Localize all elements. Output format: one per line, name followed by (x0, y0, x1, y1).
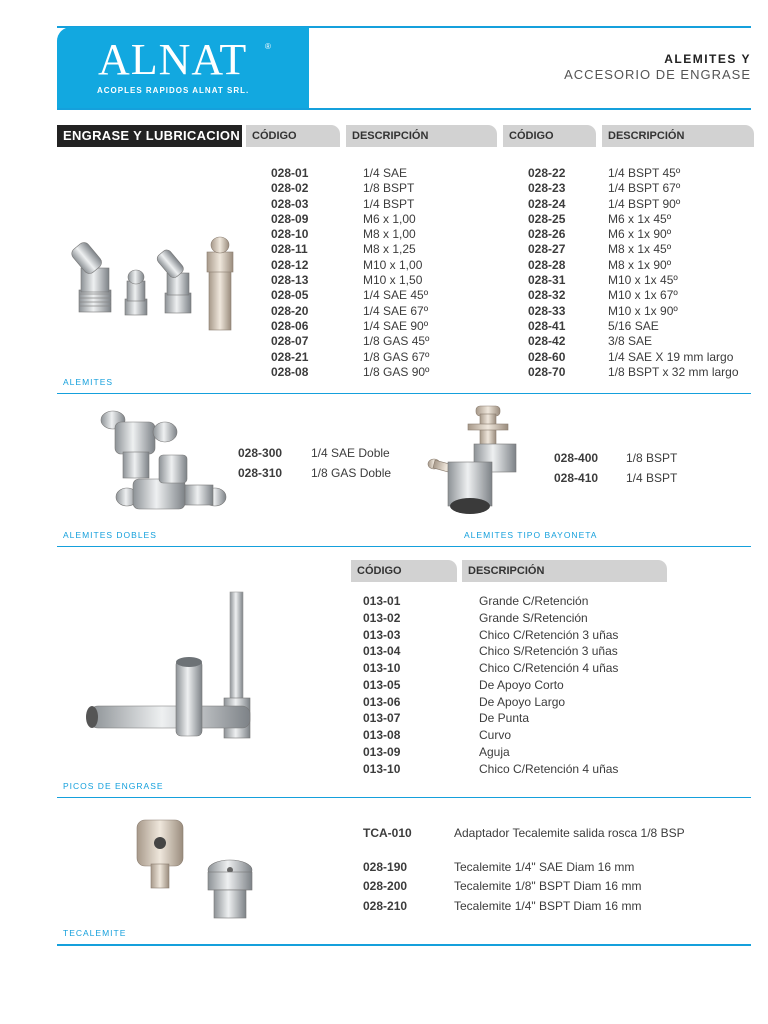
table-cell-code: 028-01 (271, 166, 309, 180)
table-cell-desc: Curvo (479, 728, 512, 742)
brand-logo: ALNAT (98, 35, 248, 84)
list-item (554, 471, 598, 485)
item-code: 028-190 (363, 860, 408, 874)
table-cell-code: 028-06 (271, 318, 309, 333)
col-header-code-2: CÓDIGO (503, 125, 596, 147)
alemites-image (57, 215, 247, 335)
table-cell-desc: Grande C/Retención (479, 594, 589, 608)
table-cell-desc: M8 x 1,25 (363, 242, 416, 257)
picos-descs (479, 594, 618, 778)
footer-rule (57, 944, 751, 946)
table-cell-desc: Chico C/Retención 3 uñas (479, 627, 619, 642)
item-desc: 1/8 BSPT (626, 451, 678, 465)
col-header-code-1: CÓDIGO (246, 125, 340, 147)
list-item (238, 466, 282, 480)
table-cell-desc: Chico C/Retención 4 uñas (479, 661, 619, 675)
table-cell-desc: 1/4 BSPT 45º (608, 166, 681, 180)
table-cell-desc: 3/8 SAE (608, 334, 653, 349)
table-cell-code: 028-05 (271, 288, 309, 303)
table-cell-code: 013-05 (363, 677, 401, 692)
table-cell-desc: 1/4 SAE 67º (363, 303, 429, 318)
item-desc: Tecalemite 1/8" BSPT Diam 16 mm (454, 879, 642, 893)
table-cell-desc: 1/4 BSPT 90º (608, 196, 681, 211)
table-cell-desc: M6 x 1,00 (363, 211, 416, 226)
table-cell-code: 028-28 (528, 257, 566, 272)
table-cell-code: 028-42 (528, 334, 566, 349)
table-cell-code: 013-07 (363, 711, 401, 726)
table-cell-desc: M10 x 1x 67º (608, 288, 678, 303)
item-code: 028-210 (363, 899, 408, 913)
table-cell-code: 028-22 (528, 166, 566, 180)
item-code: 028-200 (363, 879, 408, 893)
tecalemite-image (135, 818, 260, 928)
table-cell-desc: 1/8 BSPT (363, 181, 415, 196)
item-code: 028-400 (554, 451, 599, 465)
alemites-left-descs (363, 166, 429, 380)
section-tab: ENGRASE Y LUBRICACION (57, 125, 242, 147)
page-title: ALEMITES Y (664, 52, 751, 66)
table-cell-code: 013-01 (363, 594, 401, 608)
table-cell-code: 013-10 (363, 761, 401, 776)
table-cell-code: 028-11 (271, 242, 308, 257)
header-bottom-rule (57, 108, 751, 110)
table-cell-desc: M10 x 1x 45º (608, 273, 678, 288)
alemites-left-codes (271, 166, 308, 380)
caption-picos: PICOS DE ENGRASE (63, 781, 164, 791)
table-cell-code: 028-33 (528, 303, 566, 318)
table-cell-code: 028-60 (528, 349, 566, 364)
item-desc: Adaptador Tecalemite salida rosca 1/8 BSP (454, 826, 685, 840)
list-item (363, 860, 407, 874)
table-cell-desc: 1/8 GAS 67º (363, 349, 430, 364)
caption-alemites: ALEMITES (63, 377, 114, 387)
list-item (363, 879, 407, 893)
table-cell-desc: Aguja (479, 744, 510, 759)
item-code: 028-310 (238, 466, 283, 480)
table-cell-desc: M6 x 1x 90º (608, 227, 672, 242)
table-cell-code: 013-02 (363, 610, 401, 625)
table-cell-code: 028-41 (528, 318, 566, 333)
table-cell-desc: 1/4 SAE 90º (363, 318, 429, 333)
table-cell-code: 028-23 (528, 181, 566, 196)
item-desc: Tecalemite 1/4" SAE Diam 16 mm (454, 860, 635, 874)
table-cell-desc: M8 x 1,00 (363, 227, 416, 242)
item-code: TCA-010 (363, 826, 412, 840)
section-divider (57, 797, 751, 798)
table-cell-code: 028-10 (271, 227, 309, 242)
table-cell-desc: 5/16 SAE (608, 318, 659, 333)
table-cell-desc: 1/4 SAE (363, 166, 408, 180)
table-cell-code: 013-09 (363, 744, 401, 759)
table-cell-desc: M8 x 1x 45º (608, 242, 672, 257)
table-cell-desc: 1/4 SAE X 19 mm largo (608, 349, 734, 364)
caption-alemites-bayoneta: ALEMITES TIPO BAYONETA (464, 530, 598, 540)
item-code: 028-410 (554, 471, 599, 485)
alemites-dobles-image (85, 405, 230, 520)
table-cell-desc: 1/8 GAS 90º (363, 364, 430, 379)
page-subtitle: ACCESORIO DE ENGRASE (564, 67, 751, 82)
item-desc: 1/4 SAE Doble (311, 446, 390, 460)
table-cell-code: 013-04 (363, 644, 401, 659)
table-cell-code: 013-08 (363, 728, 401, 742)
list-item (363, 826, 412, 840)
col-header-desc-1: DESCRIPCIÓN (346, 125, 497, 147)
item-desc: 1/4 BSPT (626, 471, 678, 485)
caption-tecalemite: TECALEMITE (63, 928, 127, 938)
col-header-desc-picos: DESCRIPCIÓN (462, 560, 667, 582)
table-cell-code: 028-20 (271, 303, 309, 318)
table-cell-desc: M10 x 1,50 (363, 273, 423, 288)
list-item (363, 899, 407, 913)
table-cell-desc: M6 x 1x 45º (608, 211, 672, 226)
table-cell-code: 028-26 (528, 227, 566, 242)
item-desc: 1/8 GAS Doble (311, 466, 392, 480)
table-cell-code: 028-32 (528, 288, 566, 303)
table-cell-code: 028-21 (271, 349, 309, 364)
table-cell-code: 013-03 (363, 627, 401, 642)
table-cell-desc: De Apoyo Corto (479, 677, 564, 692)
table-cell-desc: M10 x 1,00 (363, 257, 423, 272)
col-header-code-picos: CÓDIGO (351, 560, 457, 582)
registered-mark: ® (265, 42, 271, 51)
table-cell-desc: M10 x 1x 90º (608, 303, 678, 318)
alemites-bayoneta-image (428, 402, 528, 520)
alemites-right-codes (528, 166, 565, 380)
table-cell-desc: 1/8 BSPT x 32 mm largo (608, 364, 739, 379)
list-item (238, 446, 282, 460)
table-cell-code: 028-12 (271, 257, 309, 272)
item-desc: Tecalemite 1/4" BSPT Diam 16 mm (454, 899, 642, 913)
table-cell-code: 028-70 (528, 364, 566, 379)
table-cell-desc: De Apoyo Largo (479, 694, 566, 709)
picos-codes (363, 594, 400, 778)
table-cell-code: 028-13 (271, 273, 309, 288)
table-cell-code: 013-06 (363, 694, 401, 709)
table-cell-desc: M8 x 1x 90º (608, 257, 672, 272)
col-header-desc-2: DESCRIPCIÓN (602, 125, 754, 147)
table-cell-code: 028-31 (528, 273, 566, 288)
table-cell-code: 028-09 (271, 211, 309, 226)
table-cell-desc: Chico C/Retención 4 uñas (479, 761, 619, 776)
table-cell-code: 028-24 (528, 196, 566, 211)
item-code: 028-300 (238, 446, 283, 460)
section-divider (57, 393, 751, 394)
table-cell-code: 028-27 (528, 242, 566, 257)
table-cell-code: 028-25 (528, 211, 566, 226)
table-cell-code: 013-10 (363, 661, 401, 675)
table-cell-desc: De Punta (479, 711, 530, 726)
list-item (554, 451, 598, 465)
table-cell-desc: 1/8 GAS 45º (363, 334, 430, 349)
caption-alemites-dobles: ALEMITES DOBLES (63, 530, 157, 540)
table-cell-desc: 1/4 BSPT (363, 196, 415, 211)
table-cell-code: 028-08 (271, 364, 309, 379)
alemites-right-descs (608, 166, 739, 380)
table-cell-code: 028-03 (271, 196, 309, 211)
table-cell-desc: 1/4 BSPT 67º (608, 181, 681, 196)
section-divider (57, 546, 751, 547)
table-cell-desc: Chico S/Retención 3 uñas (479, 644, 618, 659)
table-cell-desc: Grande S/Retención (479, 610, 588, 625)
brand-tagline: ACOPLES RAPIDOS ALNAT SRL. (97, 86, 250, 95)
picos-image (80, 590, 270, 750)
table-cell-code: 028-07 (271, 334, 309, 349)
table-cell-desc: 1/4 SAE 45º (363, 288, 429, 303)
table-cell-code: 028-02 (271, 181, 309, 196)
